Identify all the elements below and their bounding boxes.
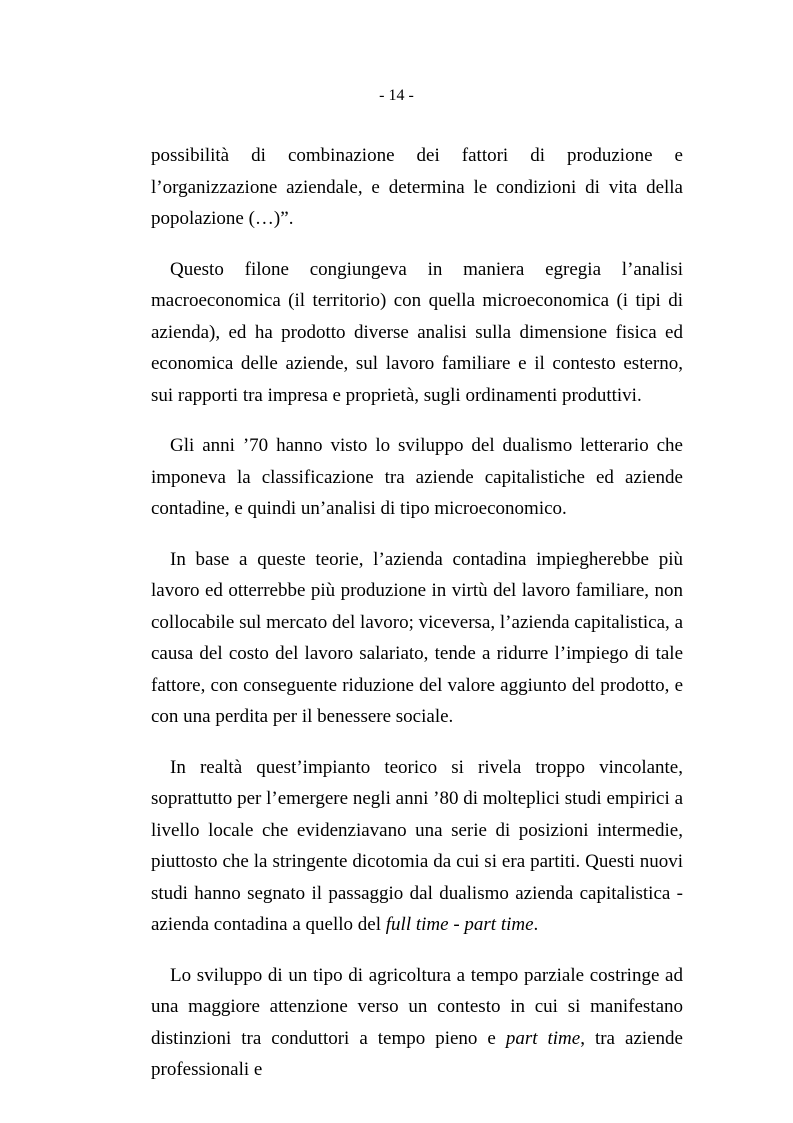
paragraph-5 [151,752,683,941]
page-number: - 14 - [379,87,414,104]
paragraph-1-text: possibilità di combinazione dei fattori di produzione e l’organizzazione aziendale, e determina le condizioni di vita della popolazione (…)”. [151,145,683,229]
paragraph-1 [151,140,683,235]
paragraph-3-text: Gli anni ’70 hanno visto lo sviluppo del dualismo letterario che imponeva la classificazione tra aziende capitalistiche ed aziende contadine, e quindi un’analisi di tipo microeconomico. [151,435,683,519]
paragraph-5-italic-term: full time - part time [385,914,534,935]
paragraph-4 [151,544,683,733]
paragraph-6 [151,960,683,1086]
paragraph-5-punctuation: . [533,914,539,935]
paragraph-5-text: In realtà quest’impianto teorico si rivela troppo vincolante, soprattutto per l’emergere negli anni ’80 di molteplici studi empirici a livello locale che evidenziavano una serie di posizioni intermedie, piuttosto che la stringente dicotomia da cui si era partiti. Questi nuovi studi hanno segnato il passaggio dal dualismo azienda capitalistica - azienda contadina a quello del [151,756,683,935]
paragraph-2 [151,254,683,412]
paragraph-6-tail: , tra aziende professionali e [151,1027,683,1080]
body-text [151,140,683,1086]
paragraph-4-text: In base a queste teorie, l’azienda contadina impiegherebbe più lavoro ed otterrebbe più produzione in virtù del lavoro familiare, non collocabile sul mercato del lavoro; viceversa, l’azienda capitalistica, a causa del costo del lavoro salariato, tende a ridurre l’impiego di tale fattore, con conseguente riduzione del valore aggiunto del prodotto, e con una perdita per il benessere sociale. [151,548,683,727]
paragraph-6-italic-term: part time [505,1027,581,1049]
paragraph-3 [151,430,683,525]
paragraph-6-text: Lo sviluppo di un tipo di agricoltura a tempo parziale costringe ad una maggiore attenzione verso un contesto in cui si manifestano distinzioni tra conduttori a tempo pieno e [151,964,683,1049]
paragraph-2-text: Questo filone congiungeva in maniera egregia l’analisi macroeconomica (il territorio) con quella microeconomica (i tipi di azienda), ed ha prodotto diverse analisi sulla dimensione fisica ed economica delle aziende, sul lavoro familiare e il contesto esterno, sui rapporti tra impresa e proprietà, sugli ordinamenti produttivi. [151,258,683,406]
